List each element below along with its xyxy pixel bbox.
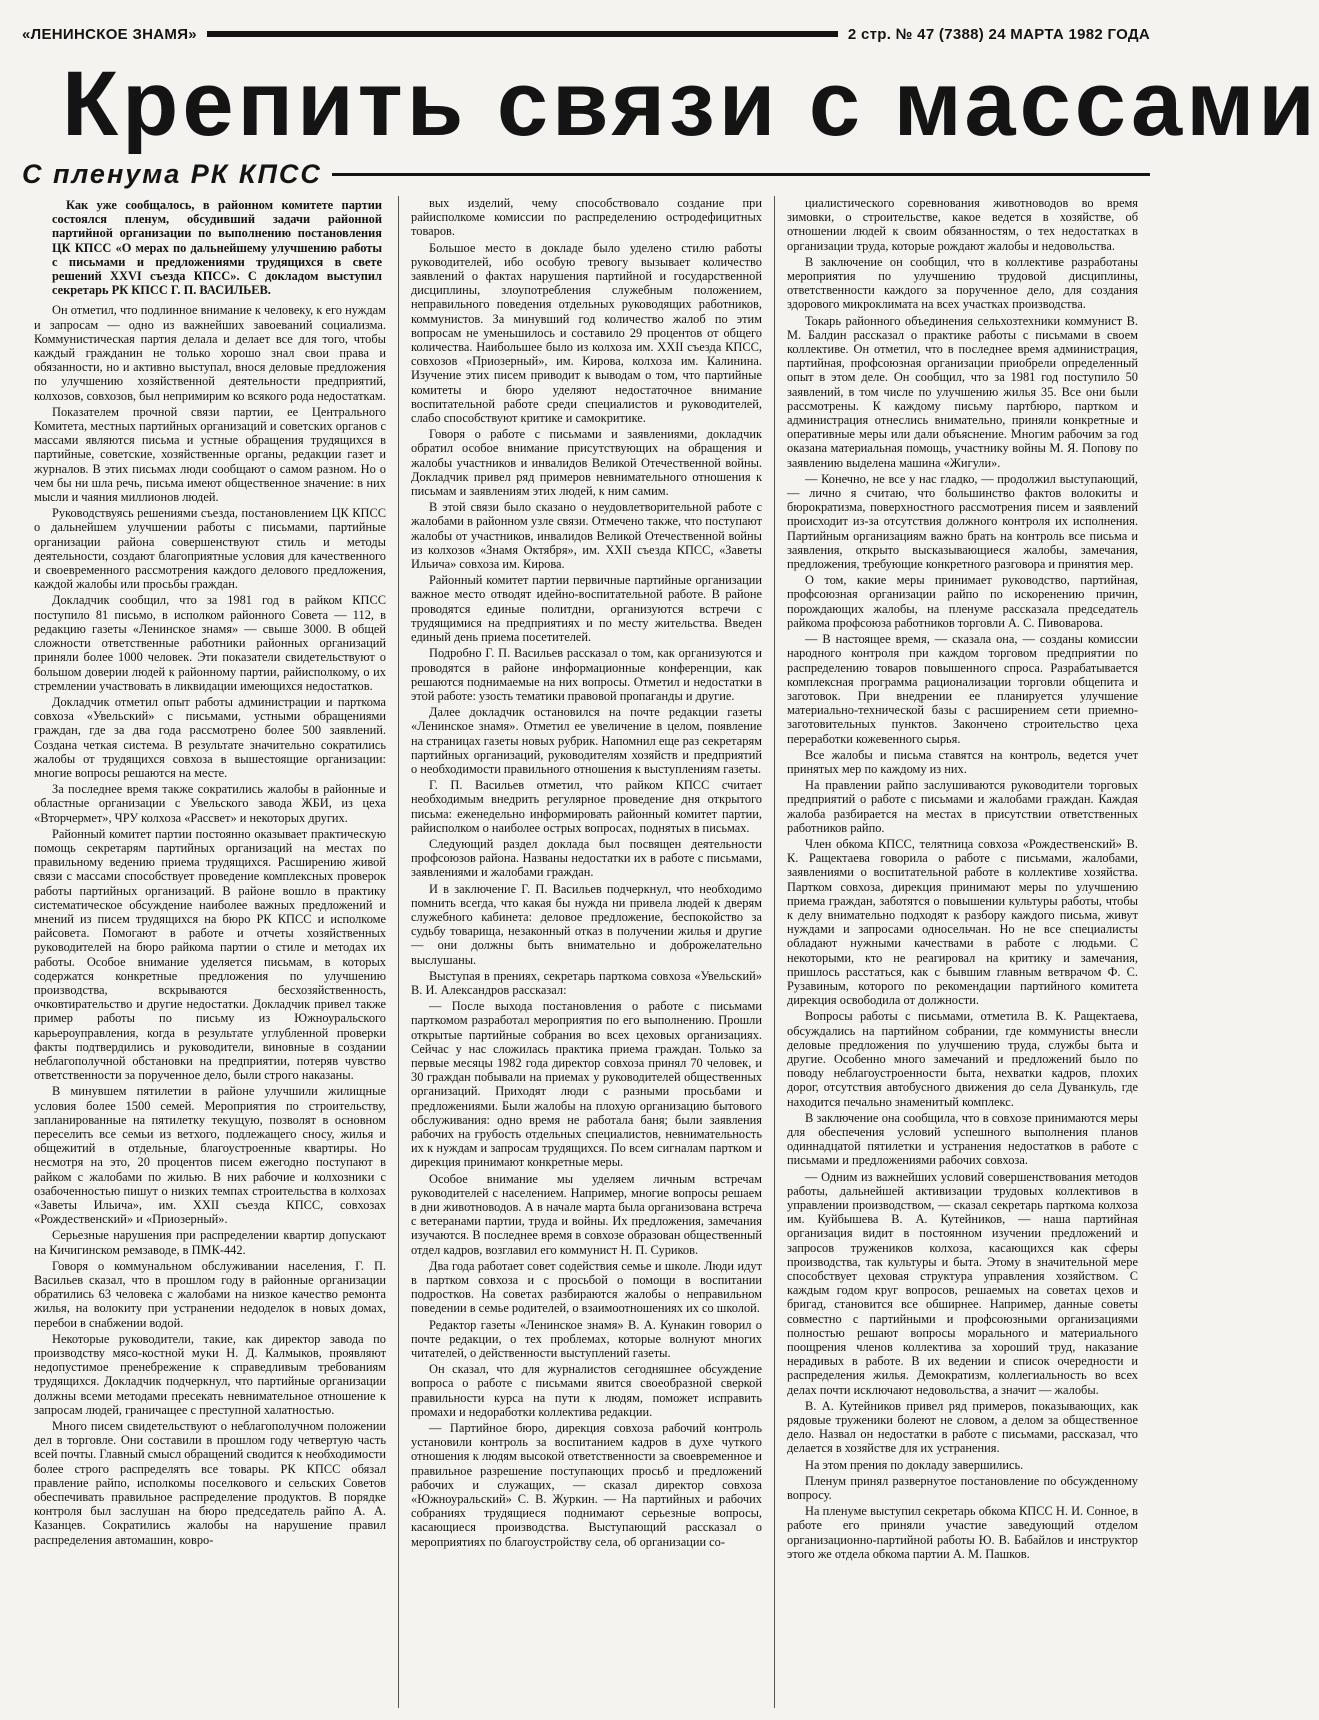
article-paragraph: В. А. Кутейников привел ряд примеров, показывающих, как рядовые труженики болеют не словом, а делом за общественное дело. Назвал он недостатки в работе с письмами, рассказал, что делается в хозяйстве для их устранения. bbox=[787, 1398, 1138, 1456]
article-paragraph: Районный комитет партии первичные партийные организации важное место отводят идейно-воспитательной работе. В районе проводятся единые политдни, организуются встречи с трудящимися на предприятиях и по месту жительства. Введен единый день приема посетителей. bbox=[411, 573, 762, 645]
article-paragraph: Много писем свидетельствуют о неблагополучном положении дел в торговле. Они составили в прошлом году четвертую часть всей почты. Главный смысл обращений сводится к необходимости более строго распределять все товары. РК КПСС обязал правление райпо, исполкомы поселкового и сельских Советов обеспечивать правильное распределение продуктов. В порядке контроля был заслушан на бюро председатель райпо А. А. Казанцев. Сократились жалобы на нарушение правил распределения автомашин, ковро- bbox=[34, 1419, 387, 1547]
article-paragraph: На правлении райпо заслушиваются руководители торговых предприятий о работе с письмами и жалобами граждан. Каждая жалоба разбирается на местах в присутствии ответственных работников райпо. bbox=[787, 778, 1138, 835]
article-paragraph: Показателем прочной связи партии, ее Центрального Комитета, местных партийных организаций и советских органов с массами являются письма и устные обращения трудящихся в партийные, советские, хозяйственные органы, редакции газет и журналов. В этих письмах люди сообщают о самом разном. Но о чем бы ни шла речь, письма имеют общественное значение: в них мысли и чаяния миллионов людей. bbox=[34, 404, 386, 505]
article-paragraph: На этом прения по докладу завершились. bbox=[805, 1457, 1024, 1472]
article-paragraph: Некоторые руководители, такие, как директор завода по производству мясо-костной муки Н. Д. Калмыков, проявляют недопустимое пренебрежение к справедливым требованиям трудящихся. Докладчик подчеркнул, что партийные организации должны всеми методами пресекать невнимательное отношение к запросам людей, граничащее с преступной халатностью. bbox=[34, 1331, 386, 1417]
newspaper-page bbox=[22, 14, 1319, 1710]
subheading-text: С пленума РК КПСС bbox=[22, 158, 322, 189]
article-column-3 bbox=[774, 196, 1150, 1708]
issue-info: 2 стр. № 47 (7388) 24 МАРТА 1982 ГОДА bbox=[847, 25, 1150, 43]
article-columns bbox=[22, 196, 1150, 1708]
article-paragraph: — Конечно, не все у нас гладко, — продолжил выступающий, — лично я считаю, что большинство фактов волокиты и бюрократизма, поверхностного рассмотрения писем и заявлений происходит из-за отсутствия должного контроля их исполнения. Партийным организациям важно брать на контроль все письма и заявления, открыто высказывающиеся жалобы, замечания, предложения, требующие конкретного разговора и принятия мер. bbox=[787, 471, 1138, 572]
article-paragraph: Два года работает совет содействия семье и школе. Люди идут в партком совхоза и с просьбой о помощи в воспитании подростков. На советах разбираются жалобы о неправильном поведении в семье родителей, о взаимоотношениях их со школой. bbox=[411, 1258, 762, 1316]
article-paragraph: В этой связи было сказано о неудовлетворительной работе с жалобами в районном узле связи. Отмечено также, что поступают жалобы от участников, инвалидов Великой Отечественной войны из колхозов «Знамя Октября», им. XXII съезда КПСС, «Заветы Ильича» совхоза им. Кирова. bbox=[411, 500, 762, 572]
article-paragraph: циалистического соревнования животноводов во время зимовки, о строительстве, какое ведется в хозяйстве, об отношении людей к своим обязанностям, о тех недостатках в организации труда, которые рождают жалобы и недовольства. bbox=[787, 196, 1138, 253]
lead-paragraph: Как уже сообщалось, в районном комитете партии состоялся пленум, обсудивший задачи районной партийной организации по выполнению постановления ЦК КПСС «О мерах по дальнейшему улучшению работы с письмами и предложениями трудящихся в свете решений XXVI съезда КПСС». С докладом выступил секретарь РК КПСС Г. П. ВАСИЛЬЕВ. bbox=[52, 198, 382, 298]
article-paragraph: Докладчик отметил опыт работы администрации и парткома совхоза «Увельский» с письмами, устными обращениями граждан, где за два года рассмотрено более 500 заявлений. Создана четкая система. В результате значительно сократились жалобы от трудящихся совхоза в вышестоящие организации: многие вопросы решаются на месте. bbox=[34, 694, 386, 780]
article-column-2 bbox=[398, 196, 774, 1708]
masthead-line bbox=[22, 24, 1150, 44]
article-paragraph: Далее докладчик остановился на почте редакции газеты «Ленинское знамя». Отметил ее увеличение в целом, появление на страницах газеты новых рубрик. Напомнил еще раз секретарям партийных организаций, руководителям хозяйств и предприятий о необходимости правильного отношения к выступлениям газеты. bbox=[411, 705, 762, 776]
article-paragraph: Он сказал, что для журналистов сегодняшнее обсуждение вопроса о работе с письмами явится своеобразной сверкой правильности курса на пути к людям, поможет исправить промахи и недоработки коллектива редакции. bbox=[411, 1362, 762, 1419]
article-column-1 bbox=[22, 196, 398, 1708]
article-paragraph: За последнее время также сократились жалобы в районные и областные организации с Увельского завода ЖБИ, из цеха «Вторчермет», ЧРУ колхоза «Рассвет» и некоторых других. bbox=[34, 782, 386, 825]
article-paragraph: Он отметил, что подлинное внимание к человеку, к его нуждам и запросам — одно из важнейших завоеваний социализма. Коммунистическая партия делала и делает все для того, чтобы каждый гражданин не только хорошо знал свои права и обязанности, но и активно выступал, внося деловые предложения по улучшению хозяйственной деятельности предприятий, колхозов, совхозов, был непримирим ко всякого рода недостаткам. bbox=[34, 303, 386, 403]
article-paragraph: Особое внимание мы уделяем личным встречам руководителей с населением. Например, многие вопросы решаем в дни животноводов. А в начале марта была организована встреча с ветеранами партии, труда и войны. Их предложения, замечания изучаются. В последнее время в совхозе образован общественный отдел кадров, возглавил его коммунист Н. П. Суриков. bbox=[411, 1171, 762, 1257]
article-paragraph: И в заключение Г. П. Васильев подчеркнул, что необходимо помнить всегда, что какая бы нужда ни привела людей к дверям служебного кабинета: деловое предложение, беспокойство за судьбу товарища, незаконный отказ в получении жилья и другие — они должны быть внимательно и доброжелательно выслушаны. bbox=[411, 881, 762, 967]
newspaper-name: «ЛЕНИНСКОЕ ЗНАМЯ» bbox=[22, 25, 197, 43]
article-paragraph: Подробно Г. П. Васильев рассказал о том, как организуются и проводятся в районе информационные конференции, как решаются поднимаемые на них вопросы. Отметил и недостатки в этой работе: узость тематики правовой пропаганды и другие. bbox=[411, 646, 762, 703]
article-paragraph: вых изделий, чему способствовало создание при райисполкоме комиссии по распределению остродефицитных товаров. bbox=[411, 196, 762, 239]
subheading-rule bbox=[332, 173, 1150, 176]
article-paragraph: Докладчик сообщил, что за 1981 год в райком КПСС поступило 81 письмо, в исполком районного Совета — 112, в редакцию газеты «Ленинское знамя» — свыше 3000. В общей сложности ответственные работники районных организаций приняли более 1000 человек. Эти показатели свидетельствуют о большом доверии людей к районному партии, райисполкому, о их стремлении участвовать в ликвидации имеющихся недостатков. bbox=[34, 593, 386, 693]
article-paragraph: Выступая в прениях, секретарь парткома совхоза «Увельский» В. И. Александров рассказал: bbox=[411, 968, 762, 997]
article-paragraph: В заключение она сообщила, что в совхозе принимаются меры для обеспечения условий успешного выполнения планов одиннадцатой пятилетки и устранения недостатков в работе с письмами и предложениями рабочих совхоза. bbox=[787, 1110, 1138, 1168]
article-paragraph: — Партийное бюро, дирекция совхоза рабочий контроль установили контроль за воспитанием кадров в духе чуткого отношения к людям высокой ответственности за своевременное и правильное разрешение поступающих просьб и предложений рабочих и служащих, — сказал директор совхоза «Южноуральский» С. В. Журкин. — На партийных и рабочих собраниях трудящиеся поднимают серьезные вопросы, касающиеся производства. Выступающий рассказал о мероприятиях по благоустройству села, об организации со- bbox=[411, 1421, 762, 1549]
article-paragraph: О том, какие меры принимает руководство, партийная, профсоюзная организации райпо по искоренению причин, порождающих жалобы, на пленуме рассказала председатель райкома профсоюза работников торговли А. С. Пивоварова. bbox=[787, 573, 1138, 630]
article-paragraph: Пленум принял развернутое постановление по обсужденному вопросу. bbox=[787, 1473, 1138, 1503]
article-paragraph: Большое место в докладе было уделено стилю работы руководителей, ибо особую тревогу вызывает количество заявлений о фактах нарушения партийной и государственной дисциплины, злоупотребления служебным положением, неправильного поведения отдельных руководящих работников, коммунистов. За минувший год количество жалоб по этим вопросам не уменьшилось и составило 29 процентов от общего количества. Наибольшее было из колхоза им. XXII съезда КПСС, совхозов «Приозерный», им. Кирова, колхоза им. Калинина. Изучение этих писем приводит к выводам о том, что партийные комитеты и бюро уделяют недостаточное внимание воспитательной работе среди специалистов и руководителей, слабо способствуют критике и самокритике. bbox=[411, 240, 762, 426]
article-paragraph: — В настоящее время, — сказала она, — созданы комиссии народного контроля при каждом торговом предприятии по распределению товаров повышенного спроса. Разрабатывается комплексная программа рационализации торговли общепита и заготовок. При внедрении ее планируется улучшение материально-технической базы с расширением сети приемно-заготовительных пунктов. Закончено строительство цеха переработки кожевенного сырья. bbox=[787, 632, 1138, 746]
article-paragraph: Редактор газеты «Ленинское знамя» В. А. Кунакин говорил о почте редакции, о тех проблемах, которые волнуют многих читателей, о действенности выступлений газеты. bbox=[411, 1317, 762, 1361]
masthead-rule bbox=[207, 31, 838, 37]
article-paragraph: Токарь районного объединения сельхозтехники коммунист В. М. Балдин рассказал о практике работы с письмами в своем коллективе. Он отметил, что в последнее время администрация, партийная, профсоюзная организации приобрели определенный опыт в этом деле. Он сообщил, что за 1981 год поступило 50 заявлений, в том числе по улучшению жилья 35. Все они были рассмотрены. К каждому письму партбюро, партком и администрация отнеслись внимательно, приняли конкретные и оперативные меры или дали объяснение. Многим рабочим за год оказана материальная помощь, участнику войны М. Я. Попову по заявлению выделена машина «Жигули». bbox=[787, 313, 1138, 470]
article-paragraph: Говоря о коммунальном обслуживании населения, Г. П. Васильев сказал, что в прошлом году в районные организации обратились 63 человека с жалобами на низкое качество ремонта жилья, на волокиту при устранении недоделок в новых домах, перебои в снабжении водой. bbox=[34, 1258, 386, 1330]
article-paragraph: Серьезные нарушения при распределении квартир допускают на Кичигинском ремзаводе, в ПМК-442. bbox=[34, 1228, 386, 1257]
article-paragraph: В заключение он сообщил, что в коллективе разработаны мероприятия по улучшению трудовой дисциплины, ответственности каждого за порученное дело, для создания здорового микроклимата на всех участках производства. bbox=[787, 254, 1138, 312]
article-headline: Крепить связи с массами bbox=[62, 53, 1319, 155]
article-paragraph: Районный комитет партии постоянно оказывает практическую помощь секретарям партийных организаций на местах по правильному ведению приема трудящихся. Расширению живой связи с массами способствует проведение комплексных проверок работы партийных организаций. В районе вошло в практику систематическое обсуждение наиболее важных предложений и мнений из писем трудящихся на бюро РК КПСС и исполкоме райсовета. Помогают в работе и отчеты хозяйственных руководителей на бюро райкома партии о стиле и методах их работы. Особое внимание уделяется письмам, в которых содержатся конкретные предложения по улучшению производства, вскрываются бесхозяйственность, очковтирательство и другие недостатки. Докладчик привел также пример работы по письму из Южноуральского карьероуправления, когда в результате углубленной проверки факты подтвердились и руководители, виновные в создании неблагополучной обстановки на предприятии, потеряв чувство ответственности за порученное дело, были строго наказаны. bbox=[34, 826, 386, 1083]
article-paragraph: Все жалобы и письма ставятся на контроль, ведется учет принятых мер по каждому из них. bbox=[787, 747, 1138, 776]
article-paragraph: В минувшем пятилетии в районе улучшили жилищные условия более 1500 семей. Мероприятия по строительству, запланированные на пятилетку текущую, позволят в основном переселить все семьи из ветхого, подлежащего сносу, жилья и общежитий в отдельные, благоустроенные квартиры. Но несмотря на это, 20 процентов писем ежегодно поступают в райком с жалобами по жилью. В них рабочие и колхозники с озабоченностью пишут о низких темпах строительства в колхозах «Заветы Ильича», им. XXII съезда КПСС, совхозах «Рождественский» и «Приозерный». bbox=[34, 1084, 386, 1227]
article-paragraph: — После выхода постановления о работе с письмами парткомом разработал мероприятия по его выполнению. Прошли открытые партийные собрания во всех цеховых организациях. Сейчас у нас сложилась практика приема граждан. Только за первые месяцы 1982 года директор совхоза принял 70 человек, и 30 граждан побывали на приемах у руководителей общественных организаций. Приходят люди с разными просьбами и предложениями. Были жалобы на плохую организацию бытового обслуживания: одно время не работала баня; были заявления рабочих на грубость отдельных специалистов, невнимательность их к нуждам и запросам трудящихся. По всем сигналам партком и дирекция принимают конкретные меры. bbox=[411, 999, 762, 1170]
article-paragraph: Вопросы работы с письмами, отметила В. К. Ращектаева, обсуждались на партийном собрании, где коммунисты внесли деловые предложения по улучшению труда, службы быта и другие. Особенно много замечаний и предложений было по поводу неблагоустроенности быта, нехватки кадров, плохих дорог, отсутствия автобусного движения до села Дуванкуль, где находится печально знаменитый комплекс. bbox=[787, 1009, 1138, 1109]
article-paragraph: — Одним из важнейших условий совершенствования методов работы, дальнейшей активизации трудовых коллективов в управлении производством, — сказал секретарь парткома колхоза им. Куйбышева В. А. Кутейников, — наша партийная организация видит в постоянном изучении предложений и запросов тружеников колхоза, касающихся как сферы производства, так культуры и быта. Этому в значительной мере способствует цеховая структура управления хозяйством. С каждым годом круг вопросов, решаемых на советах цехов и бригад, становится все обширнее. Например, данные советы совместно с партийными и профсоюзными организациями полностью решают вопросы морального и материального поощрения членов коллектива за хороший труд, наказание нерадивых в работе. В их ведении и список очередности и распределения жилья. Демократизм, коллегиальность во всех делах почти исключают недовольства, а значит — жалобы. bbox=[787, 1169, 1138, 1397]
article-paragraph: Говоря о работе с письмами и заявлениями, докладчик обратил особое внимание присутствующих на обращения и жалобы участников и инвалидов Великой Отечественной войны. Докладчик привел ряд примеров невнимательного отношения к письмам и заявлениям этих людей, к ним самим. bbox=[411, 427, 762, 499]
article-paragraph: Следующий раздел доклада был посвящен деятельности профсоюзов района. Названы недостатки их в работе с письмами, заявлениями и жалобами граждан. bbox=[411, 836, 762, 880]
article-subheading bbox=[22, 154, 1150, 194]
article-paragraph: На пленуме выступил секретарь обкома КПСС Н. И. Сонное, в работе его приняли участие заведующий отделом организационно-партийной работы Ю. В. Бабайлов и инструктор этого же отдела обкома партии А. М. Пашков. bbox=[787, 1504, 1138, 1561]
article-paragraph: Руководствуясь решениями съезда, постановлением ЦК КПСС о дальнейшем улучшении работы с письмами, партийные организации района совершенствуют стиль и методы деятельности, создают благоприятные условия для качественного и своевременного рассмотрения каждого делового предложения, каждой жалобы или просьбы граждан. bbox=[34, 506, 386, 592]
article-paragraph: Г. П. Васильев отметил, что райком КПСС считает необходимым внедрить регулярное проведение дня открытого письма: еженедельно информировать районный комитет партии, райисполком о наиболее острых вопросах, поднятых в письмах. bbox=[411, 778, 762, 835]
article-paragraph: Член обкома КПСС, телятница совхоза «Рождественский» В. К. Ращектаева говорила о работе с письмами, жалобами, заявлениями о воспитательной работе в коллективе хозяйства. Партком совхоза, дирекция принимают меры по улучшению приема граждан, заботятся о повышении культуры работы, чтобы к делу внимательно подходят к разбору каждого письма, живут нуждами и запросами односельчан. Но не все специалисты обладают нужными качествами в работе с людьми. С некоторыми, кто не реагировал на критику и замечания, пришлось расстаться, как с бывшим главным ветврачом Ф. С. Рузавиным, которого по рекомендации партийного комитета дирекция освободила от должности. bbox=[787, 836, 1138, 1008]
